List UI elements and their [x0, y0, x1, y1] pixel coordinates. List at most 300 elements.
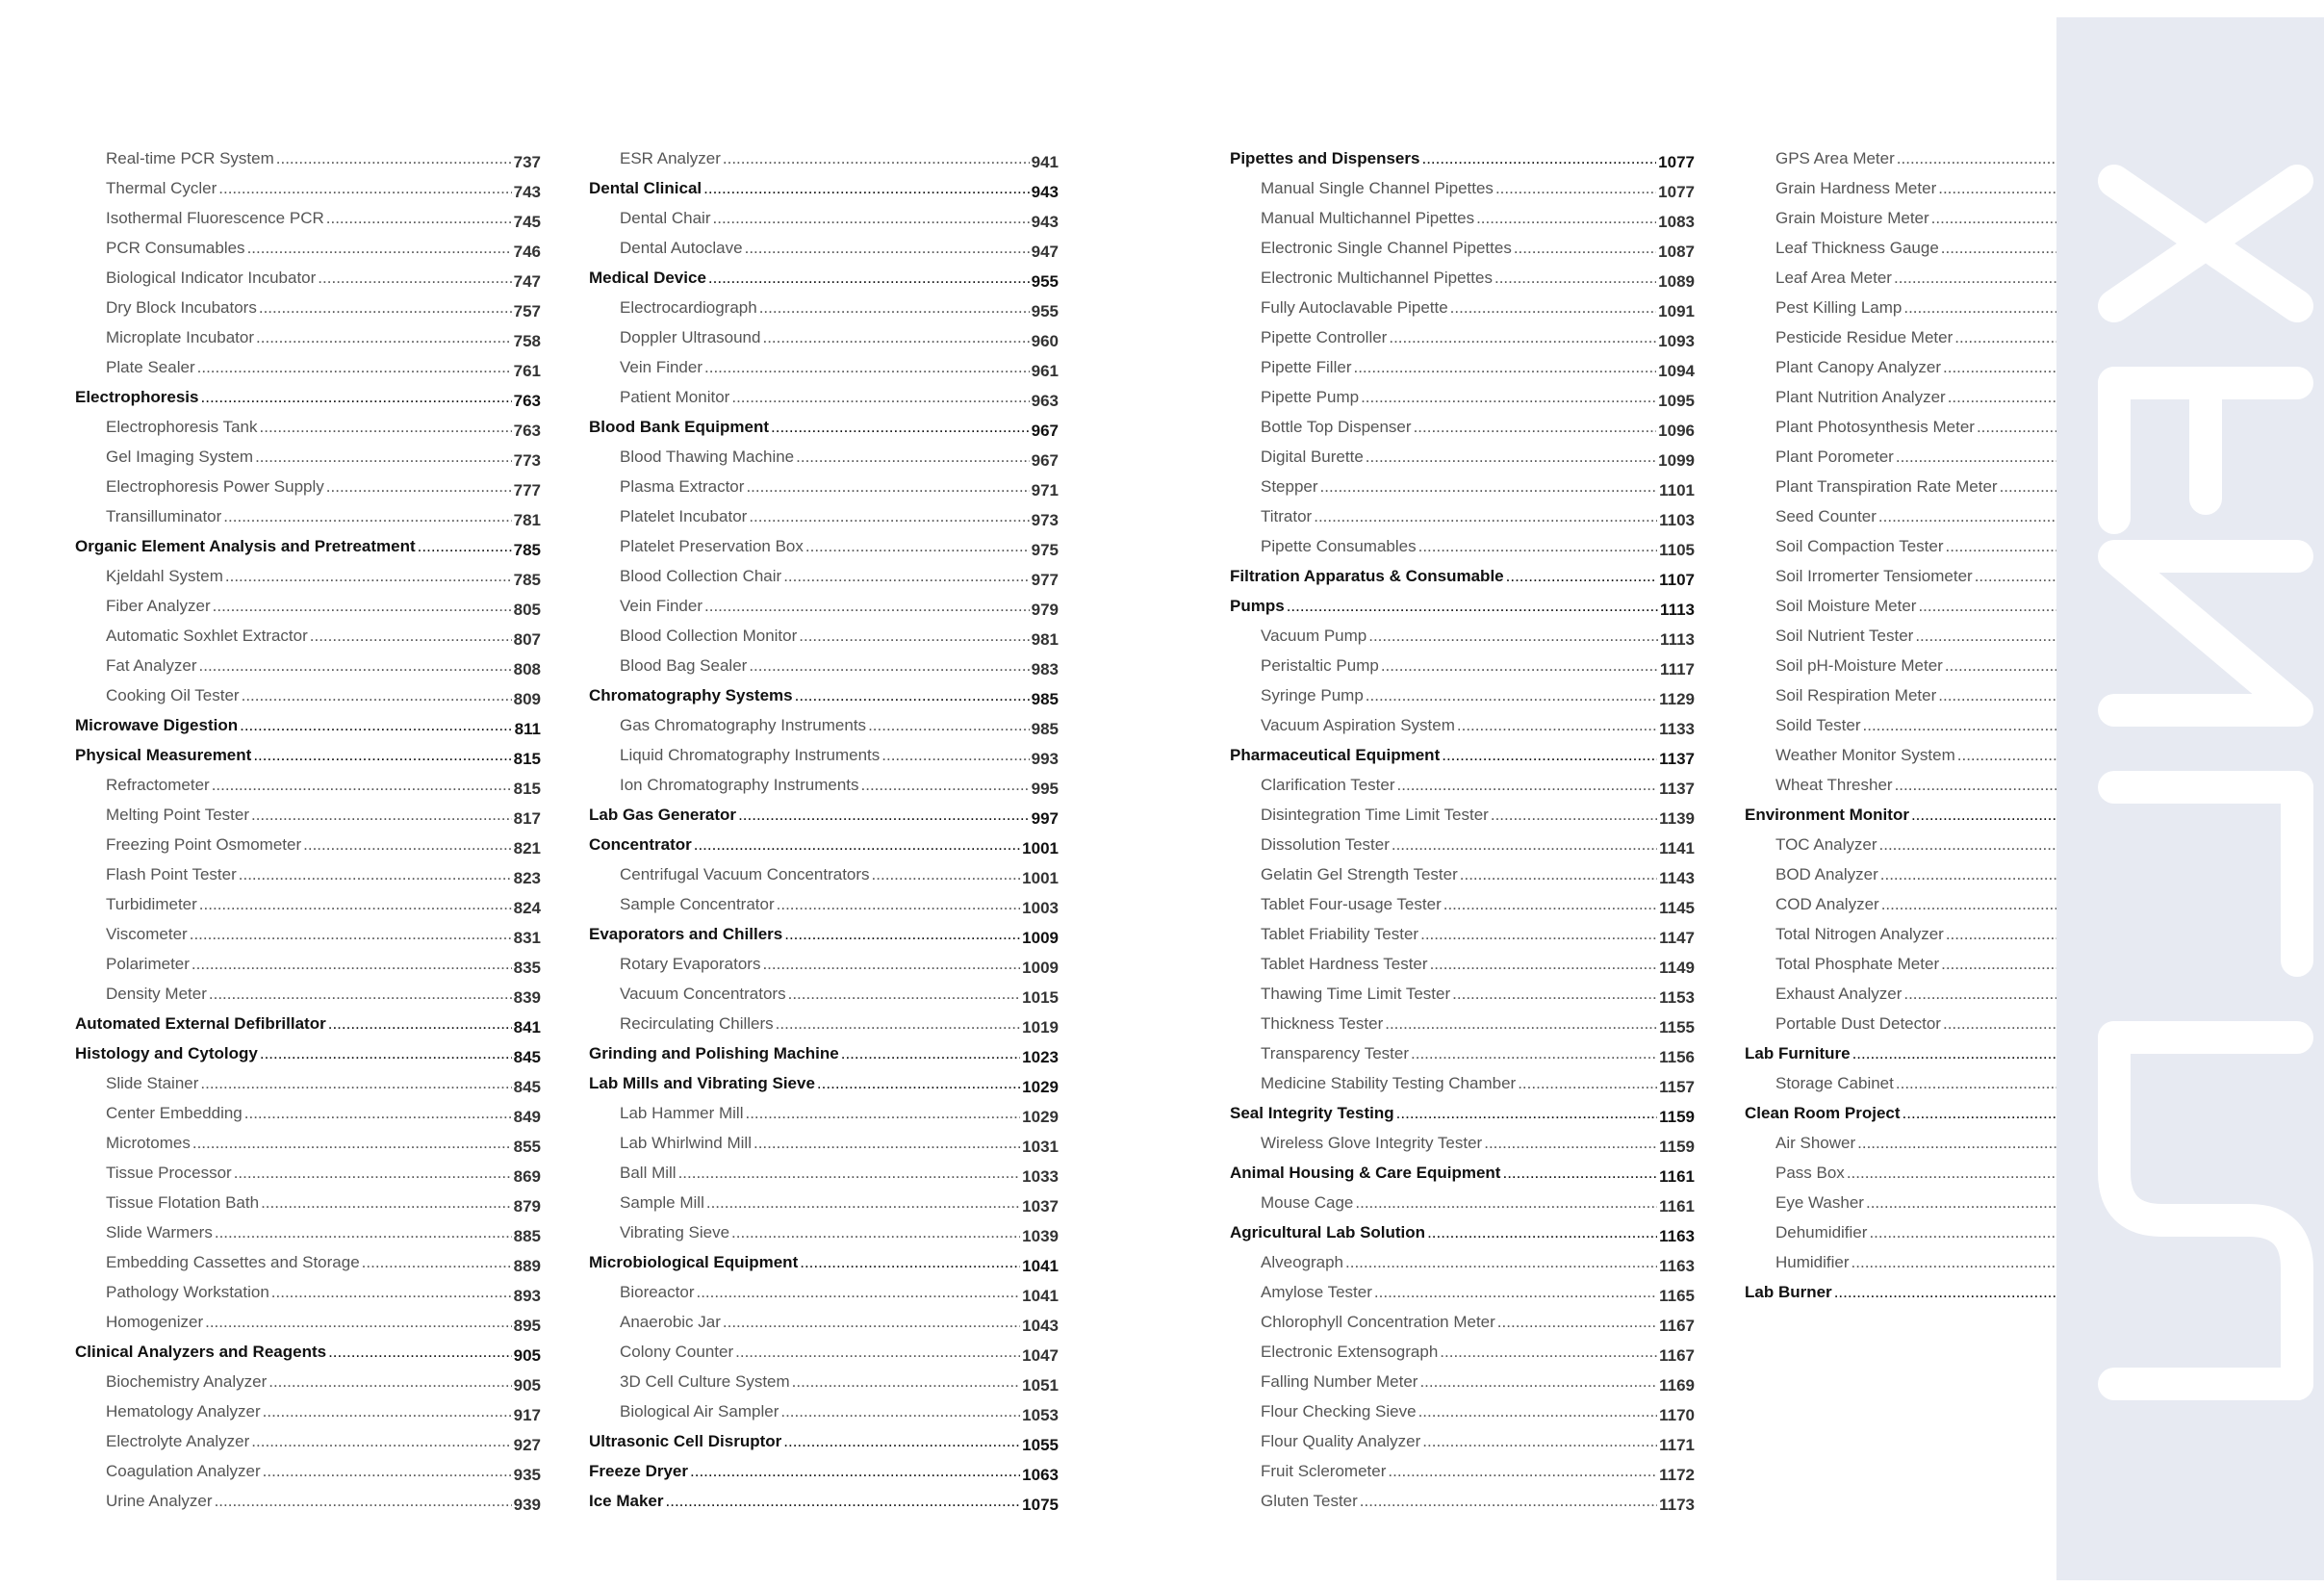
entry-page-number: 815 [513, 750, 541, 768]
entry-page-number: 1105 [1659, 541, 1695, 559]
entry-page-number: 746 [513, 243, 541, 261]
dot-leader [328, 1343, 512, 1362]
toc-subentry [1230, 765, 1695, 798]
toc-subentry [1230, 1481, 1695, 1514]
toc-section-entry [589, 1034, 1059, 1066]
entry-page-number: 943 [1031, 183, 1059, 201]
entry-title: Electrocardiograph [620, 298, 757, 317]
toc-subentry [589, 1332, 1059, 1365]
entry-title: Soil pH-Moisture Meter [1775, 656, 1943, 675]
toc-section-entry [75, 735, 541, 768]
dot-leader [263, 1462, 512, 1481]
entry-title: Coagulation Analyzer [106, 1462, 261, 1480]
entry-page-number: 815 [513, 780, 541, 798]
entry-title: Alveograph [1261, 1253, 1344, 1271]
toc-subentry [75, 1123, 541, 1156]
toc-subentry [589, 497, 1059, 529]
dot-leader [199, 895, 512, 914]
entry-page-number: 745 [513, 213, 541, 231]
dot-leader [310, 627, 512, 646]
entry-title: Kjeldahl System [106, 567, 223, 585]
toc-section-entry [1230, 556, 1695, 589]
toc-section-entry [589, 407, 1059, 440]
entry-page-number: 1163 [1659, 1257, 1695, 1275]
entry-title: Environment Monitor [1745, 806, 1909, 824]
entry-title: Vibrating Sieve [620, 1223, 730, 1241]
dot-leader [326, 477, 512, 497]
dot-leader [1320, 477, 1658, 497]
entry-title: COD Analyzer [1775, 895, 1879, 913]
toc-section-entry [75, 705, 541, 738]
entry-page-number: 757 [513, 302, 541, 320]
toc-subentry [75, 884, 541, 917]
dot-leader [783, 567, 1029, 586]
entry-title: Lab Gas Generator [589, 806, 737, 824]
toc-subentry [589, 1153, 1059, 1186]
toc-subentry [75, 1421, 541, 1454]
dot-leader [1374, 1283, 1657, 1302]
toc-section-entry [589, 825, 1059, 855]
entry-title: Filtration Apparatus & Consumable [1230, 567, 1504, 585]
toc-subentry [75, 347, 541, 380]
entry-page-number: 1009 [1022, 959, 1059, 977]
entry-title: Tissue Flotation Bath [106, 1193, 260, 1212]
entry-page-number: 1001 [1022, 839, 1059, 857]
dot-leader [696, 1283, 1020, 1302]
entry-page-number: 1101 [1659, 481, 1695, 499]
entry-page-number: 785 [513, 571, 541, 589]
entry-title: Viscometer [106, 925, 188, 943]
dot-leader [209, 985, 512, 1004]
entry-title: Thickness Tester [1261, 1014, 1384, 1033]
entry-page-number: 1149 [1659, 959, 1695, 977]
entry-title: Center Embedding [106, 1104, 243, 1122]
entry-title: Pathology Workstation [106, 1283, 269, 1301]
entry-page-number: 1159 [1659, 1108, 1695, 1126]
entry-page-number: 737 [513, 153, 541, 171]
toc-subentry [589, 1123, 1059, 1156]
entry-page-number: 1113 [1660, 601, 1695, 619]
dot-leader [817, 1074, 1020, 1093]
toc-subentry [589, 1272, 1059, 1305]
entry-title: Pipette Consumables [1261, 537, 1417, 555]
toc-subentry [1230, 1451, 1695, 1484]
toc-subentry [1230, 1302, 1695, 1335]
entry-page-number: 807 [513, 630, 541, 649]
entry-title: Mouse Cage [1261, 1193, 1354, 1212]
entry-title: Sample Concentrator [620, 895, 775, 913]
entry-title: Biological Air Sampler [620, 1402, 779, 1421]
entry-title: Tissue Processor [106, 1164, 232, 1182]
entry-page-number: 1167 [1659, 1317, 1695, 1335]
dot-leader [881, 746, 1029, 765]
entry-page-number: 1015 [1022, 988, 1059, 1007]
entry-page-number: 1043 [1022, 1317, 1059, 1335]
entry-title: Automated External Defibrillator [75, 1014, 326, 1033]
entry-title: Animal Housing & Care Equipment [1230, 1164, 1501, 1182]
dot-leader [792, 1372, 1021, 1392]
entry-page-number: 1107 [1659, 571, 1695, 589]
entry-title: Homogenizer [106, 1313, 204, 1331]
dot-leader [1430, 955, 1658, 974]
entry-page-number: 889 [513, 1257, 541, 1275]
entry-title: Dental Chair [620, 209, 711, 227]
entry-page-number: 1103 [1659, 511, 1695, 529]
entry-title: Agricultural Lab Solution [1230, 1223, 1426, 1241]
entry-title: Plant Canopy Analyzer [1775, 358, 1941, 376]
dot-leader [215, 1492, 512, 1511]
entry-title: Bioreactor [620, 1283, 695, 1301]
entry-title: Vein Finder [620, 597, 702, 615]
dot-leader [1385, 1014, 1657, 1034]
entry-page-number: 1171 [1659, 1436, 1695, 1454]
dot-leader [731, 1223, 1020, 1242]
entry-page-number: 1153 [1659, 988, 1695, 1007]
toc-subentry [75, 1183, 541, 1216]
entry-page-number: 1117 [1660, 660, 1695, 678]
dot-leader [1440, 1343, 1657, 1362]
dot-leader [247, 239, 512, 258]
toc-section-entry [589, 258, 1059, 291]
entry-title: Plant Porometer [1775, 448, 1894, 466]
entry-page-number: 917 [513, 1406, 541, 1424]
entry-title: Centrifugal Vacuum Concentrators [620, 865, 870, 883]
dot-leader [776, 1014, 1021, 1034]
entry-page-number: 845 [513, 1048, 541, 1066]
dot-leader [1491, 806, 1657, 825]
entry-title: Fully Autoclavable Pipette [1261, 298, 1448, 317]
entry-page-number: 1096 [1658, 422, 1695, 440]
entry-title: Plant Nutrition Analyzer [1775, 388, 1946, 406]
toc-section-entry [75, 1004, 541, 1037]
entry-page-number: 1055 [1022, 1436, 1059, 1454]
entry-page-number: 1137 [1659, 780, 1695, 798]
entry-page-number: 973 [1031, 511, 1059, 529]
toc-subentry [1230, 676, 1695, 708]
entry-title: Organic Element Analysis and Pretreatment [75, 537, 416, 555]
dot-leader [234, 1164, 512, 1183]
entry-title: Plant Transpiration Rate Meter [1775, 477, 1998, 496]
toc-subentry [1230, 705, 1695, 738]
entry-title: Tablet Four-usage Tester [1261, 895, 1442, 913]
entry-title: Plate Sealer [106, 358, 195, 376]
entry-page-number: 1099 [1658, 451, 1695, 470]
toc-subentry [75, 1302, 541, 1335]
dot-leader [201, 388, 512, 407]
entry-title: Ice Maker [589, 1492, 664, 1510]
toc-section-entry [589, 914, 1059, 947]
entry-title: Cooking Oil Tester [106, 686, 240, 704]
toc-subentry [1230, 168, 1695, 201]
toc-subentry [589, 705, 1059, 738]
entry-page-number: 824 [513, 899, 541, 917]
entry-page-number: 1094 [1658, 362, 1695, 380]
entry-title: Pipette Filler [1261, 358, 1352, 376]
entry-title: Clean Room Project [1745, 1104, 1901, 1122]
dot-leader [745, 239, 1030, 258]
entry-page-number: 1161 [1659, 1197, 1695, 1216]
toc-section-entry [1230, 139, 1695, 171]
toc-subentry [1230, 1242, 1695, 1275]
entry-title: Wheat Thresher [1775, 776, 1893, 794]
toc-subentry [589, 1362, 1059, 1395]
toc-subentry [589, 467, 1059, 497]
entry-page-number: 1009 [1022, 929, 1059, 947]
dot-leader [795, 686, 1030, 705]
entry-title: Dissolution Tester [1261, 835, 1390, 854]
dot-leader [318, 269, 511, 288]
toc-subentry [75, 825, 541, 855]
dot-leader [190, 925, 512, 944]
entry-title: Electronic Multichannel Pipettes [1261, 269, 1493, 287]
entry-page-number: 1033 [1022, 1167, 1059, 1186]
entry-title: Concentrator [589, 835, 692, 854]
entry-title: Digital Burette [1261, 448, 1364, 466]
toc-subentry [75, 616, 541, 649]
entry-title: Soil Irromerter Tensiometer [1775, 567, 1973, 585]
entry-title: Pharmaceutical Equipment [1230, 746, 1441, 764]
entry-title: Humidifier [1775, 1253, 1850, 1271]
toc-subentry [75, 646, 541, 676]
entry-page-number: 1157 [1659, 1078, 1695, 1096]
toc-subentry [589, 556, 1059, 589]
dot-leader [861, 776, 1030, 795]
dot-leader [259, 298, 512, 318]
entry-title: Soild Tester [1775, 716, 1861, 734]
entry-title: Gel Imaging System [106, 448, 254, 466]
entry-page-number: 1172 [1659, 1466, 1695, 1484]
entry-title: Slide Stainer [106, 1074, 199, 1092]
entry-title: Pass Box [1775, 1164, 1845, 1182]
entry-title: Portable Dust Detector [1775, 1014, 1941, 1033]
dot-leader [784, 925, 1020, 944]
dot-leader [260, 418, 512, 437]
dot-leader [841, 1044, 1020, 1063]
entry-page-number: 1031 [1022, 1138, 1059, 1156]
entry-page-number: 879 [513, 1197, 541, 1216]
dot-leader [239, 865, 512, 884]
entry-page-number: 1113 [1660, 630, 1695, 649]
dot-leader [1287, 597, 1658, 616]
entry-title: Pest Killing Lamp [1775, 298, 1903, 317]
entry-title: Freezing Point Osmometer [106, 835, 302, 854]
entry-page-number: 811 [514, 720, 541, 738]
dot-leader [731, 388, 1029, 407]
dot-leader [1495, 179, 1656, 198]
entry-page-number: 817 [513, 809, 541, 828]
dot-leader [244, 1104, 512, 1123]
entry-title: Grain Moisture Meter [1775, 209, 1929, 227]
toc-subentry [75, 1362, 541, 1395]
toc-subentry [589, 944, 1059, 977]
entry-page-number: 1163 [1659, 1227, 1695, 1245]
entry-title: Fiber Analyzer [106, 597, 211, 615]
entry-title: Transparency Tester [1261, 1044, 1410, 1062]
entry-page-number: 1155 [1659, 1018, 1695, 1037]
dot-leader [1419, 1372, 1657, 1392]
toc-section-entry [1230, 1213, 1695, 1245]
entry-title: TOC Analyzer [1775, 835, 1877, 854]
dot-leader [678, 1164, 1021, 1183]
entry-title: Pipette Controller [1261, 328, 1388, 346]
entry-title: PCR Consumables [106, 239, 245, 257]
dot-leader [1476, 209, 1656, 228]
toc-subentry [75, 1451, 541, 1484]
entry-title: Clinical Analyzers and Reagents [75, 1343, 327, 1361]
entry-title: Dry Block Incubators [106, 298, 257, 317]
toc-subentry [1230, 288, 1695, 318]
entry-title: Gas Chromatography Instruments [620, 716, 867, 734]
toc-section-entry [75, 1332, 541, 1365]
entry-title: Leaf Area Meter [1775, 269, 1892, 287]
entry-title: Slide Warmers [106, 1223, 213, 1241]
entry-title: Turbidimeter [106, 895, 197, 913]
dot-leader [780, 1402, 1020, 1421]
entry-title: Fruit Sclerometer [1261, 1462, 1387, 1480]
entry-page-number: 1053 [1022, 1406, 1059, 1424]
entry-page-number: 849 [513, 1108, 541, 1126]
entry-page-number: 1093 [1658, 332, 1695, 350]
toc-subentry [589, 855, 1059, 887]
dot-leader [738, 806, 1030, 825]
toc-subentry [75, 288, 541, 318]
entry-title: Blood Collection Chair [620, 567, 782, 585]
dot-leader [251, 806, 512, 825]
dot-leader [251, 1432, 511, 1451]
toc-subentry [589, 1004, 1059, 1037]
entry-title: Electronic Single Channel Pipettes [1261, 239, 1512, 257]
entry-title: Falling Number Meter [1261, 1372, 1418, 1391]
entry-page-number: 805 [513, 601, 541, 619]
dot-leader [1368, 627, 1658, 646]
entry-page-number: 773 [513, 451, 541, 470]
entry-page-number: 1003 [1022, 899, 1059, 917]
entry-title: ESR Analyzer [620, 149, 721, 167]
dot-leader [704, 358, 1030, 377]
toc-subentry [75, 586, 541, 619]
entry-page-number: 967 [1031, 451, 1059, 470]
entry-page-number: 761 [513, 362, 541, 380]
dot-leader [745, 1104, 1020, 1123]
entry-title: Rotary Evaporators [620, 955, 761, 973]
entry-title: Air Shower [1775, 1134, 1856, 1152]
entry-title: Manual Multichannel Pipettes [1261, 209, 1475, 227]
entry-title: Blood Bag Sealer [620, 656, 748, 675]
entry-title: Flour Checking Sieve [1261, 1402, 1417, 1421]
entry-page-number: 981 [1031, 630, 1059, 649]
toc-subentry [589, 526, 1059, 559]
toc-subentry [589, 616, 1059, 649]
entry-page-number: 927 [513, 1436, 541, 1454]
toc-section-entry [589, 1451, 1059, 1484]
dot-leader [1502, 1164, 1657, 1183]
dot-leader [759, 298, 1030, 318]
entry-page-number: 971 [1031, 481, 1059, 499]
entry-page-number: 993 [1031, 750, 1059, 768]
brand-logo-mark-icon [2056, 17, 2324, 1580]
dot-leader [255, 448, 512, 467]
toc-section-entry [1230, 586, 1695, 619]
entry-page-number: 1023 [1022, 1048, 1059, 1066]
entry-title: BOD Analyzer [1775, 865, 1878, 883]
toc-subentry [75, 974, 541, 1007]
dot-leader [1366, 686, 1657, 705]
entry-page-number: 893 [513, 1287, 541, 1305]
toc-subentry [1230, 914, 1695, 947]
dot-leader [746, 477, 1029, 497]
dot-leader [242, 686, 512, 705]
entry-page-number: 1141 [1659, 839, 1695, 857]
entry-page-number: 831 [513, 929, 541, 947]
toc-subentry [75, 795, 541, 828]
entry-title: Colony Counter [620, 1343, 734, 1361]
dot-leader [1497, 1313, 1657, 1332]
entry-title: 3D Cell Culture System [620, 1372, 790, 1391]
toc-subentry [589, 437, 1059, 470]
toc-subentry [75, 765, 541, 798]
entry-page-number: 1137 [1659, 750, 1695, 768]
entry-title: Grinding and Polishing Machine [589, 1044, 839, 1062]
entry-title: Polarimeter [106, 955, 190, 973]
toc-subentry [75, 1272, 541, 1305]
entry-page-number: 947 [1031, 243, 1059, 261]
entry-title: Total Phosphate Meter [1775, 955, 1940, 973]
dot-leader [1452, 985, 1657, 1004]
entry-title: Gluten Tester [1261, 1492, 1358, 1510]
dot-leader [268, 1372, 511, 1392]
entry-page-number: 997 [1031, 809, 1059, 828]
dot-leader [326, 209, 512, 228]
entry-title: Dental Autoclave [620, 239, 743, 257]
entry-page-number: 835 [513, 959, 541, 977]
entry-page-number: 1161 [1659, 1167, 1695, 1186]
entry-title: Syringe Pump [1261, 686, 1364, 704]
entry-title: Biochemistry Analyzer [106, 1372, 268, 1391]
entry-title: Pipette Pump [1261, 388, 1360, 406]
entry-page-number: 1077 [1658, 153, 1695, 171]
entry-title: Tablet Hardness Tester [1261, 955, 1428, 973]
dot-leader [213, 597, 512, 616]
toc-subentry [589, 1302, 1059, 1335]
toc-subentry [1230, 1063, 1695, 1096]
toc-subentry [589, 974, 1059, 1007]
entry-page-number: 885 [513, 1227, 541, 1245]
entry-page-number: 808 [513, 660, 541, 678]
toc-section-entry [589, 795, 1059, 828]
entry-page-number: 1169 [1659, 1376, 1695, 1395]
entry-title: Freeze Dryer [589, 1462, 689, 1480]
entry-title: Soil Nutrient Tester [1775, 627, 1914, 645]
toc-subentry [589, 735, 1059, 768]
entry-page-number: 905 [513, 1346, 541, 1365]
dot-leader [796, 448, 1029, 467]
toc-subentry [75, 1242, 541, 1275]
entry-page-number: 939 [513, 1496, 541, 1514]
entry-title: Recirculating Chillers [620, 1014, 774, 1033]
entry-page-number: 960 [1031, 332, 1059, 350]
toc-subentry [75, 407, 541, 440]
toc-subentry [589, 347, 1059, 380]
toc-subentry [75, 1153, 541, 1186]
dot-leader [749, 507, 1029, 526]
entry-title: Real-time PCR System [106, 149, 274, 167]
entry-page-number: 1089 [1658, 272, 1695, 291]
entry-title: Medical Device [589, 269, 706, 287]
entry-page-number: 869 [513, 1167, 541, 1186]
entry-title: Amylose Tester [1261, 1283, 1372, 1301]
toc-subentry [589, 139, 1059, 171]
entry-page-number: 809 [513, 690, 541, 708]
